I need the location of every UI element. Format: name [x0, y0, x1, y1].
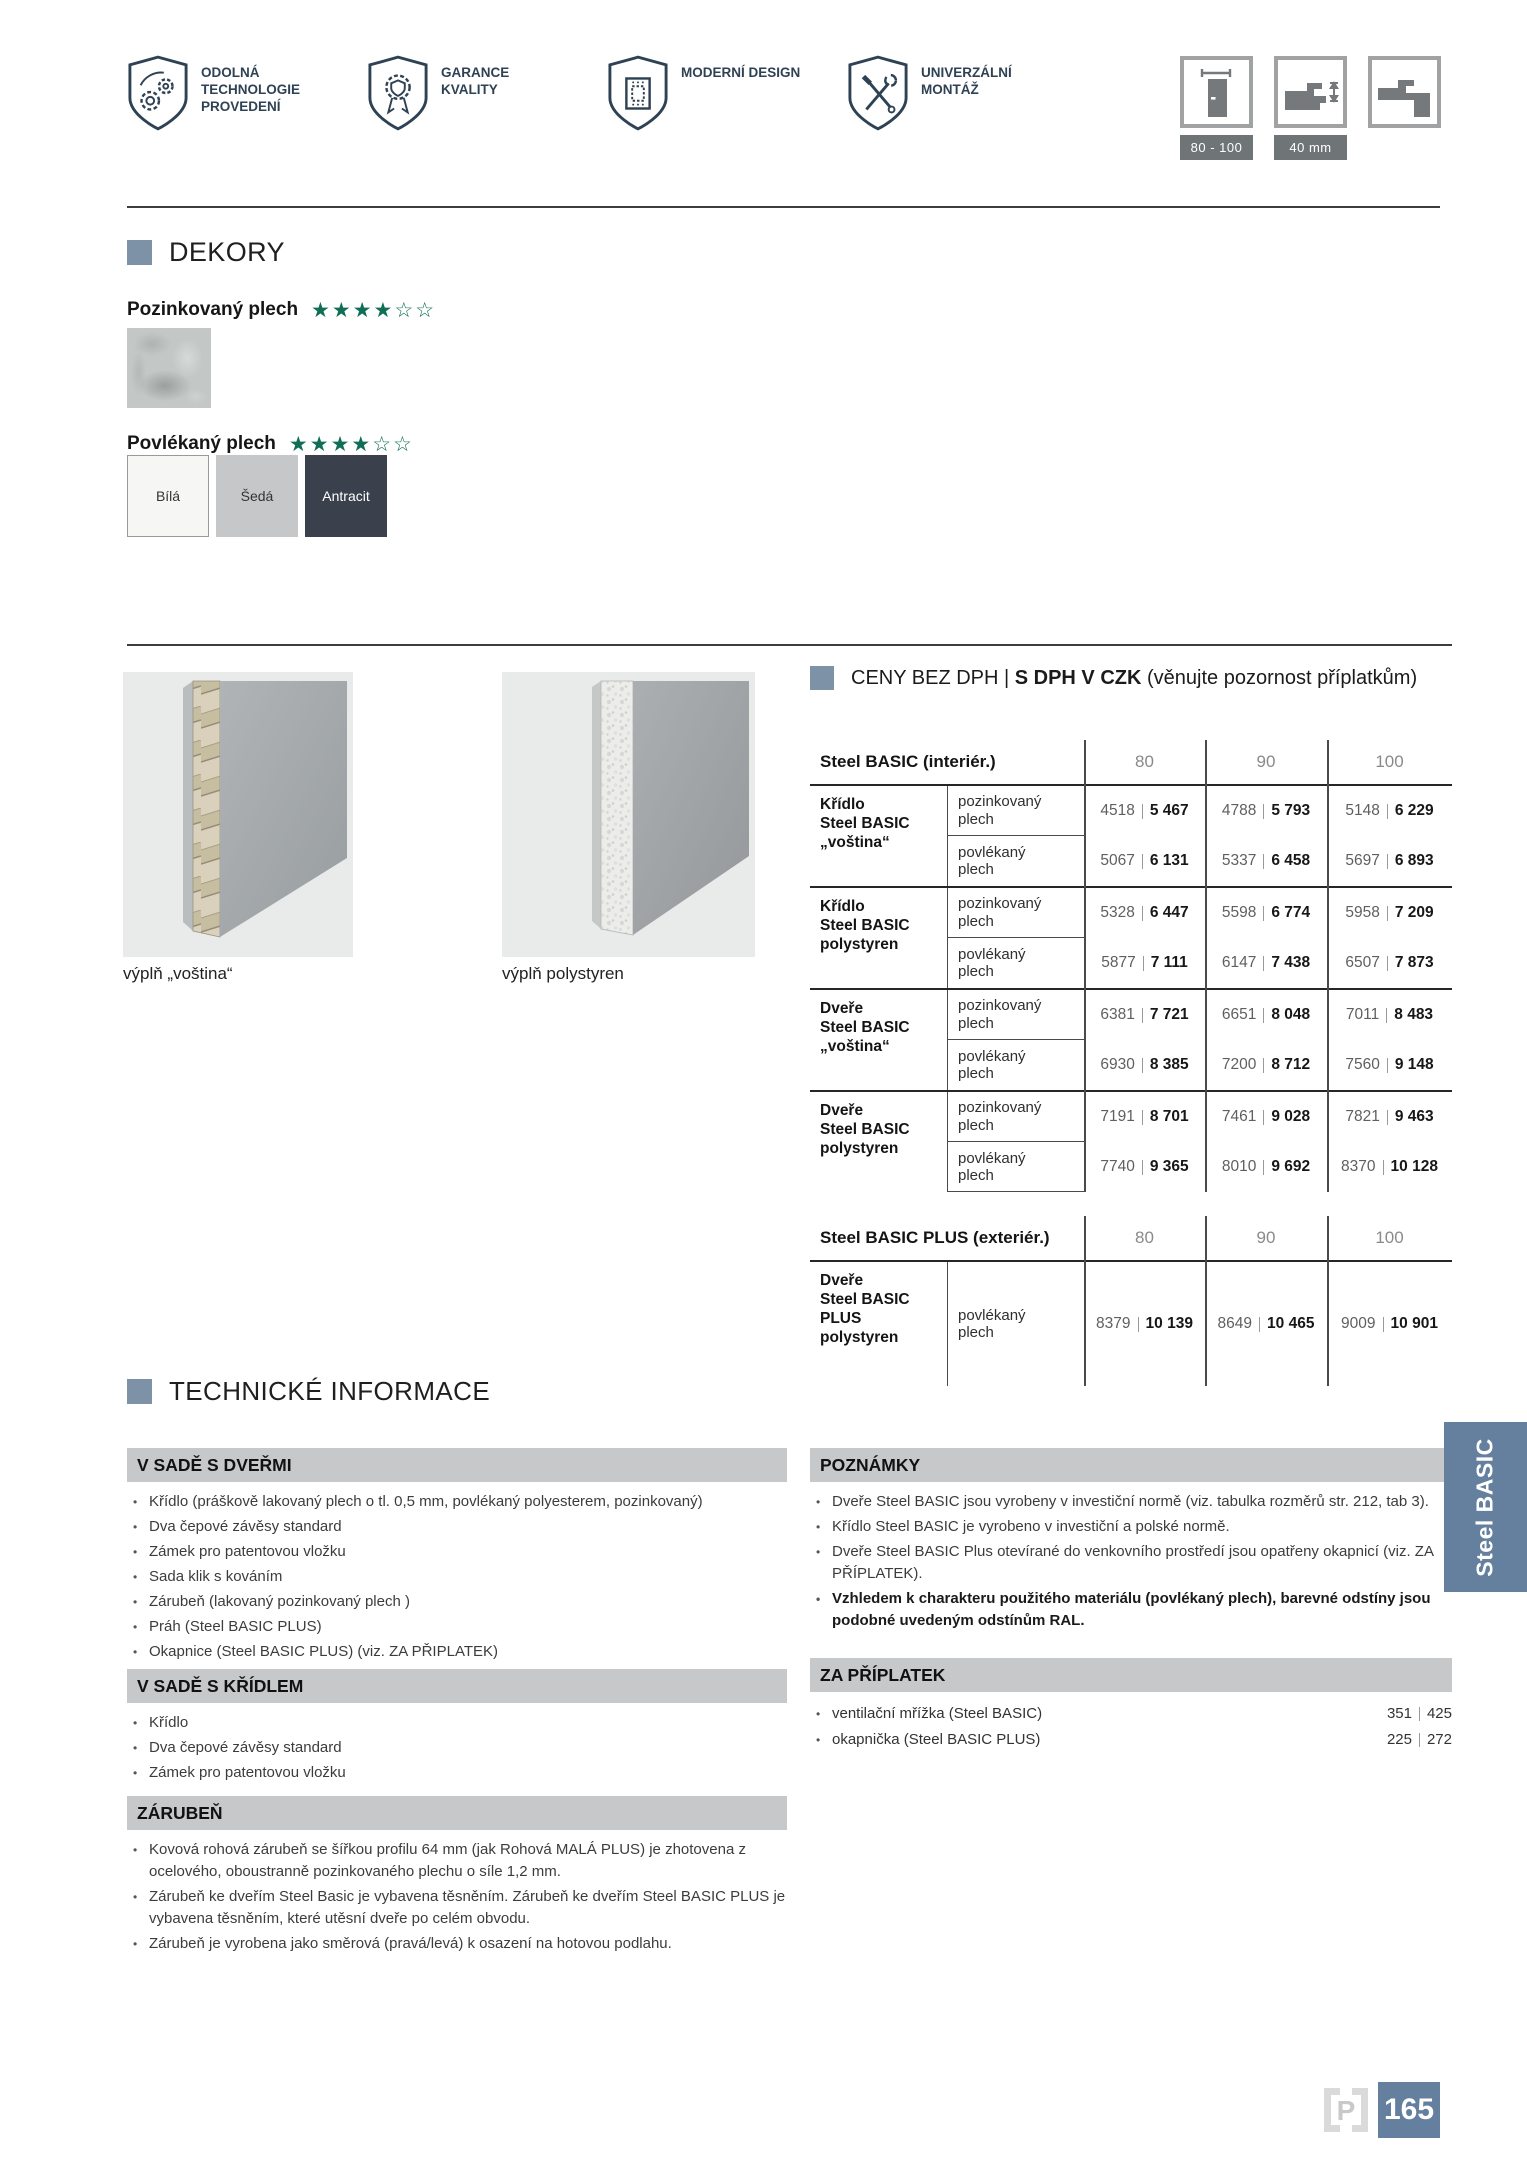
price-separator: [1263, 956, 1264, 971]
list-item: • Zárubeň (lakovaný pozinkovaný plech ): [129, 1591, 787, 1613]
badge-label: ODOLNÁ TECHNOLOGIE PROVEDENÍ: [201, 65, 301, 114]
variant-label-line: pozinkovaný: [958, 1099, 1042, 1116]
profile-height-icon: [1274, 56, 1347, 128]
spec-label: 40 mm: [1274, 135, 1347, 160]
price-cell: [1084, 938, 1205, 988]
swatch-label: Šedá: [240, 488, 274, 504]
price-separator: [1263, 906, 1264, 921]
price-group: [810, 1262, 1452, 1386]
star-filled-icon: ★: [311, 298, 332, 322]
price-gross: 7 873: [1394, 954, 1434, 971]
price-separator: [1386, 1008, 1387, 1023]
price-gross: 9 148: [1394, 1056, 1434, 1073]
honeycomb-filling-illustration: [123, 672, 353, 962]
spec-door-width: [1180, 56, 1253, 160]
spec-icons: [1180, 56, 1441, 160]
price-cell: [1205, 836, 1327, 886]
price-separator: [1387, 1058, 1388, 1073]
product-name-line: Steel BASIC: [820, 815, 910, 832]
price-cell: [1084, 1262, 1205, 1386]
variant-label-line: povlékaný: [958, 1047, 1026, 1065]
divider: [127, 206, 1440, 208]
brand-logo: [1318, 2082, 1374, 2143]
price-net: 5877: [1101, 954, 1136, 971]
price-net: 8379: [1096, 1315, 1131, 1332]
price-separator: [1263, 1160, 1264, 1175]
variant-label-line: plech: [958, 1167, 994, 1184]
variant-label: [948, 1142, 1084, 1192]
list-item: • Vzhledem k charakteru použitého materiálu (povlékaný plech), barevné odstíny jsou podobné uvedeným odstínům RAL.: [812, 1588, 1452, 1632]
variant-label-line: plech: [958, 912, 994, 930]
price-cell: [1327, 938, 1452, 988]
price-net: 6381: [1100, 1006, 1135, 1023]
bullet-list: [129, 1491, 787, 1663]
tools-icon: [847, 54, 909, 137]
variant-box: [947, 1262, 1084, 1386]
star-rating: [311, 300, 436, 321]
price-net: 4518: [1100, 802, 1135, 819]
price-cell: [1084, 836, 1205, 886]
column-divider: [1205, 1216, 1207, 1386]
accent-square-icon: [127, 1379, 152, 1404]
price-gross: 8 048: [1271, 1006, 1311, 1023]
price-gross: 6 131: [1149, 852, 1189, 869]
price-cell: [1327, 786, 1452, 836]
column-divider: [1327, 740, 1329, 1192]
section-title: TECHNICKÉ INFORMACE: [169, 1376, 491, 1406]
price-net: 8010: [1221, 1158, 1257, 1175]
variant-label-line: pozinkovaný: [958, 997, 1042, 1014]
price-gross: 9 692: [1271, 1158, 1311, 1175]
size-column-header: 100: [1375, 1228, 1404, 1247]
star-filled-icon: ★: [330, 432, 352, 456]
product-name: [810, 1262, 947, 1347]
price-separator: [1259, 1317, 1260, 1332]
price-cell: [1205, 786, 1327, 836]
price-cell: [1205, 1142, 1327, 1192]
price-gross: 5 793: [1271, 802, 1311, 819]
product-name-line: PLUS: [820, 1310, 862, 1327]
price-cell: [1327, 1040, 1452, 1090]
price-net: 5067: [1100, 852, 1135, 869]
price-gross: 425: [1426, 1705, 1452, 1722]
price-cell: [1205, 990, 1327, 1040]
product-name: [810, 990, 947, 1056]
price-cell: [1084, 1142, 1205, 1192]
door-width-icon: [1180, 56, 1253, 128]
price-separator: [1142, 1110, 1143, 1125]
badge-tools: [847, 54, 1041, 137]
variant-label: [948, 1040, 1084, 1090]
price-gross: 8 385: [1149, 1056, 1189, 1073]
price-gross: 10 128: [1390, 1158, 1438, 1175]
badge-label: UNIVERZÁLNÍ MONTÁŽ: [921, 65, 1012, 97]
price-cell: [1205, 1092, 1327, 1142]
product-name-line: Křídlo: [820, 796, 865, 813]
profile-corner-icon: [1368, 56, 1441, 128]
product-name: [810, 888, 947, 954]
badge-chip: [607, 54, 801, 137]
star-rating: [289, 434, 414, 455]
size-column-header: 90: [1256, 752, 1276, 771]
product-name-line: Steel BASIC: [820, 917, 910, 934]
accent-square-icon: [127, 240, 152, 265]
list-item: • Sada klik s kováním: [129, 1566, 787, 1588]
surcharge-label: • ventilační mřížka (Steel BASIC): [832, 1705, 1043, 1722]
color-swatches: [127, 455, 387, 537]
variant-label: [948, 836, 1084, 886]
product-name-line: polystyren: [820, 936, 899, 953]
price-separator: [1387, 906, 1388, 921]
price-separator: [1263, 1110, 1264, 1125]
price-net: 5328: [1100, 904, 1135, 921]
price-cell: [1327, 1092, 1452, 1142]
price-net: 7011: [1345, 1006, 1380, 1023]
price-net: 8649: [1217, 1315, 1253, 1332]
door-cross-section-image: [123, 672, 353, 957]
price-separator: [1143, 956, 1144, 971]
variant-label: [948, 786, 1084, 836]
price-gross: 8 712: [1271, 1056, 1311, 1073]
price-gross: 9 463: [1394, 1108, 1434, 1125]
product-name-line: polystyren: [820, 1329, 899, 1346]
pricing-title-note: (věnujte pozornost příplatkům): [1141, 666, 1418, 689]
price-separator: [1142, 1058, 1143, 1073]
price-separator: [1383, 1160, 1384, 1175]
star-filled-icon: ★: [288, 432, 310, 456]
variant-label-line: plech: [958, 1324, 994, 1341]
star-filled-icon: ★: [309, 432, 331, 456]
price-net: 7200: [1221, 1056, 1257, 1073]
price-gross: 7 209: [1394, 904, 1434, 921]
price-cell: [1084, 888, 1205, 938]
subsection-heading: POZNÁMKY: [810, 1448, 1452, 1482]
price-separator: [1383, 1317, 1384, 1332]
price-table-title: Steel BASIC PLUS (exteriér.): [820, 1228, 1050, 1247]
price-net: 5697: [1345, 852, 1380, 869]
price-gross: 6 774: [1271, 904, 1311, 921]
spec-profile-corner: [1368, 56, 1441, 160]
list-item: • Křídlo: [129, 1712, 787, 1734]
size-column-header: 80: [1135, 752, 1154, 771]
surcharge-list: [812, 1701, 1452, 1753]
award-icon: [367, 54, 429, 137]
dekory-section-heading: [127, 237, 285, 268]
price-group: [810, 988, 1452, 1090]
polystyrene-filling-illustration: [502, 672, 755, 962]
price-cell: [1327, 1142, 1452, 1192]
variant-label: [948, 888, 1084, 938]
pricing-section-heading: [810, 666, 1417, 690]
price-gross: 8 701: [1149, 1108, 1189, 1125]
surcharge-row: [812, 1727, 1452, 1753]
price-net: 7560: [1345, 1056, 1380, 1073]
price-cell: [1205, 938, 1327, 988]
subsection-heading: V SADĚ S KŘÍDLEM: [127, 1669, 787, 1703]
price-cell: [1327, 888, 1452, 938]
star-filled-icon: ★: [351, 432, 373, 456]
price-cell: [1327, 836, 1452, 886]
variant-label: [948, 990, 1084, 1040]
list-item: • Dva čepové závěsy standard: [129, 1737, 787, 1759]
price-separator: [1263, 804, 1264, 819]
variant-label-line: plech: [958, 963, 994, 980]
accent-square-icon: [810, 666, 834, 690]
filling-label: výplň polystyren: [502, 964, 624, 983]
price-net: 7191: [1100, 1108, 1135, 1125]
technical-section-heading: [127, 1376, 490, 1407]
price-table-title: Steel BASIC (interiér.): [820, 752, 996, 771]
size-column-header: 90: [1256, 1228, 1276, 1247]
galvanized-texture-swatch: [127, 328, 211, 408]
price-separator: [1142, 1008, 1143, 1023]
product-name-line: Dveře: [820, 1102, 864, 1119]
product-name-line: Steel BASIC: [820, 1019, 910, 1036]
size-column-header: 80: [1135, 1228, 1154, 1247]
price-net: 7461: [1221, 1108, 1257, 1125]
price-gross: 6 893: [1394, 852, 1434, 869]
variant-label-line: povlékaný: [958, 843, 1026, 861]
star-filled-icon: ★: [352, 298, 374, 322]
price-cell: [1327, 990, 1452, 1040]
price-net: 6651: [1221, 1006, 1257, 1023]
filling-label: výplň „voština“: [123, 964, 233, 983]
variant-label: [948, 938, 1084, 988]
size-column-header: 100: [1375, 752, 1404, 771]
list-item: • Křídlo (práškově lakovaný plech o tl. 0,5 mm, povlékaný polyesterem, pozinkovaný): [129, 1491, 787, 1513]
list-item: • Okapnice (Steel BASIC PLUS) (viz. ZA PŘIPLATEK): [129, 1641, 787, 1663]
price-gross: 7 721: [1149, 1006, 1189, 1023]
subsection-heading: ZÁRUBEŇ: [127, 1796, 787, 1830]
price-cell: [1205, 1262, 1327, 1386]
list-item: • Dva čepové závěsy standard: [129, 1516, 787, 1538]
variant-label-line: povlékaný: [958, 945, 1026, 963]
price-gross: 10 465: [1267, 1315, 1315, 1332]
product-name-line: polystyren: [820, 1140, 899, 1157]
star-filled-icon: ★: [373, 298, 395, 322]
material-row: [127, 433, 414, 455]
material-row: [127, 299, 436, 321]
price-separator: [1138, 1317, 1139, 1332]
price-group: [810, 786, 1452, 886]
price-net: 5148: [1345, 802, 1380, 819]
price-cell: [1084, 786, 1205, 836]
list-item: • Zárubeň ke dveřím Steel Basic je vybavena těsněním. Zárubeň ke dveřím Steel BASIC PLUS je vybavena těsněním, které utěsní dveře po celém obvodu.: [129, 1886, 787, 1930]
product-name-line: Křídlo: [820, 898, 865, 915]
variant-label-line: pozinkovaný: [958, 793, 1042, 810]
variant-box: [947, 1092, 1084, 1192]
price-separator: [1419, 1707, 1420, 1721]
list-item: • Dveře Steel BASIC Plus otevírané do venkovního prostředí jsou opatřeny okapnicí (viz. ZA PŘÍPLATEK).: [812, 1541, 1452, 1585]
pricing-title-plain: CENY BEZ DPH |: [851, 666, 1015, 689]
price-gross: 6 447: [1149, 904, 1189, 921]
price-cell: [1327, 1262, 1452, 1386]
price-gross: 9 365: [1149, 1158, 1189, 1175]
variant-label: [948, 1092, 1084, 1142]
price-net: 6930: [1100, 1056, 1135, 1073]
section-title: DEKORY: [169, 237, 285, 267]
product-name: [810, 786, 947, 852]
door-cross-section-image: [502, 672, 755, 957]
column-divider: [1327, 1216, 1329, 1386]
price-separator: [1263, 1058, 1264, 1073]
swatch-label: Antracit: [322, 488, 370, 504]
variant-label-line: plech: [958, 810, 994, 828]
product-name-line: Steel BASIC: [820, 1291, 910, 1308]
surcharge-price: [1387, 1727, 1452, 1753]
bullet-list: [812, 1491, 1452, 1632]
price-table-header: [810, 1216, 1452, 1262]
variant-label-line: plech: [958, 1014, 994, 1032]
badge-label: MODERNÍ DESIGN: [681, 65, 801, 80]
price-separator: [1263, 854, 1264, 869]
price-net: 4788: [1221, 802, 1257, 819]
price-cell: [1084, 1040, 1205, 1090]
material-name: Povlékaný plech: [127, 433, 276, 454]
product-name: [810, 1092, 947, 1158]
price-net: 7821: [1345, 1108, 1380, 1125]
swatch-antracit: [305, 455, 387, 537]
price-gross: 8 483: [1394, 1006, 1434, 1023]
swatch-bílá: [127, 455, 209, 537]
variant-label-line: plech: [958, 1116, 994, 1134]
material-name: Pozinkovaný plech: [127, 299, 299, 320]
column-divider: [1205, 740, 1207, 1192]
price-cell: [1205, 1040, 1327, 1090]
badge-award: [367, 54, 561, 137]
price-cell: [1084, 1092, 1205, 1142]
divider: [127, 644, 1452, 646]
price-net: 5337: [1221, 852, 1257, 869]
product-name-line: Dveře: [820, 1272, 864, 1289]
list-item: • Zámek pro patentovou vložku: [129, 1762, 787, 1784]
list-item: • Dveře Steel BASIC jsou vyrobeny v investiční normě (viz. tabulka rozměrů str. 212, tab 3).: [812, 1491, 1452, 1513]
price-gross: 6 229: [1394, 802, 1434, 819]
price-net: 6147: [1221, 954, 1257, 971]
bullet-list: [129, 1712, 787, 1784]
price-separator: [1142, 854, 1143, 869]
list-item: • Práh (Steel BASIC PLUS): [129, 1616, 787, 1638]
star-empty-icon: ☆: [372, 432, 394, 456]
variant-box: [947, 888, 1084, 988]
price-table-exterior: [810, 1216, 1452, 1386]
star-filled-icon: ★: [331, 298, 353, 322]
price-net: 5598: [1221, 904, 1257, 921]
price-separator: [1387, 956, 1388, 971]
swatch-label: Bílá: [155, 488, 181, 504]
price-cell: [1084, 990, 1205, 1040]
price-separator: [1142, 1160, 1143, 1175]
spec-profile-height: [1274, 56, 1347, 160]
surcharge-price: [1387, 1701, 1452, 1727]
swatch-šedá: [216, 455, 298, 537]
variant-label: [948, 1262, 1084, 1386]
subsection-heading: ZA PŘÍPLATEK: [810, 1658, 1452, 1692]
price-net: 7740: [1100, 1158, 1135, 1175]
technical-right-column: [810, 1448, 1452, 1759]
price-separator: [1387, 1110, 1388, 1125]
gears-icon: [127, 54, 189, 137]
technical-left-column: [127, 1448, 787, 1961]
list-item: • Křídlo Steel BASIC je vyrobeno v investiční a polské normě.: [812, 1516, 1452, 1538]
subsection-heading: V SADĚ S DVEŘMI: [127, 1448, 787, 1482]
star-empty-icon: ☆: [394, 298, 416, 322]
pricing-title-bold: S DPH V CZK: [1014, 666, 1142, 689]
variant-label-line: plech: [958, 1065, 994, 1082]
logo-letter: P: [1336, 2095, 1356, 2126]
star-empty-icon: ☆: [393, 432, 414, 456]
product-name-line: Dveře: [820, 1000, 864, 1017]
variant-label-line: pozinkovaný: [958, 895, 1042, 912]
page-number: 165: [1378, 2082, 1440, 2138]
pricing-title: [851, 667, 1417, 690]
surcharge-label: • okapnička (Steel BASIC PLUS): [832, 1731, 1041, 1748]
price-separator: [1387, 854, 1388, 869]
price-group: [810, 886, 1452, 988]
price-net: 225: [1386, 1731, 1412, 1748]
surcharge-row: [812, 1701, 1452, 1727]
variant-label-line: povlékaný: [958, 1306, 1026, 1324]
price-gross: 6 458: [1271, 852, 1311, 869]
price-gross: 10 139: [1145, 1315, 1193, 1332]
price-gross: 9 028: [1271, 1108, 1311, 1125]
price-separator: [1419, 1733, 1420, 1747]
price-net: 351: [1386, 1705, 1412, 1722]
price-gross: 7 438: [1271, 954, 1311, 971]
price-group: [810, 1090, 1452, 1192]
variant-label-line: plech: [958, 861, 994, 878]
variant-box: [947, 786, 1084, 886]
price-gross: 272: [1426, 1731, 1452, 1748]
price-cell: [1205, 888, 1327, 938]
price-gross: 10 901: [1390, 1315, 1438, 1332]
price-net: 5958: [1345, 904, 1380, 921]
price-table-header: [810, 740, 1452, 786]
product-name-line: „voština“: [820, 1038, 890, 1055]
list-item: • Zámek pro patentovou vložku: [129, 1541, 787, 1563]
price-net: 6507: [1345, 954, 1380, 971]
column-divider: [1084, 740, 1086, 1192]
bracket-p-logo-icon: [1318, 2082, 1374, 2138]
chip-icon: [607, 54, 669, 137]
price-separator: [1387, 804, 1388, 819]
price-gross: 5 467: [1149, 802, 1189, 819]
price-table-interior: [810, 740, 1452, 1192]
price-separator: [1142, 804, 1143, 819]
product-name-line: „voština“: [820, 834, 890, 851]
badge-label: GARANCE KVALITY: [441, 65, 510, 97]
feature-badges: [127, 54, 1041, 137]
price-net: 8370: [1341, 1158, 1376, 1175]
price-net: 9009: [1341, 1315, 1376, 1332]
list-item: • Zárubeň je vyrobena jako směrová (pravá/levá) k osazení na hotovou podlahu.: [129, 1933, 787, 1955]
badge-gears: [127, 54, 321, 137]
star-empty-icon: ☆: [415, 298, 437, 322]
price-separator: [1263, 1008, 1264, 1023]
side-tab-steel-basic: [1444, 1422, 1527, 1592]
price-gross: 7 111: [1150, 954, 1188, 971]
price-separator: [1142, 906, 1143, 921]
product-name-line: Steel BASIC: [820, 1121, 910, 1138]
bullet-list: [129, 1839, 787, 1955]
side-tab-label: Steel BASIC: [1472, 1437, 1498, 1577]
column-divider: [1084, 1216, 1086, 1386]
variant-box: [947, 990, 1084, 1090]
spec-label: 80 - 100: [1180, 135, 1253, 160]
variant-label-line: povlékaný: [958, 1149, 1026, 1167]
list-item: • Kovová rohová zárubeň se šířkou profilu 64 mm (jak Rohová MALÁ PLUS) je zhotovena z ocelového, oboustranně pozinkovaného plechu o síle 1,2 mm.: [129, 1839, 787, 1883]
